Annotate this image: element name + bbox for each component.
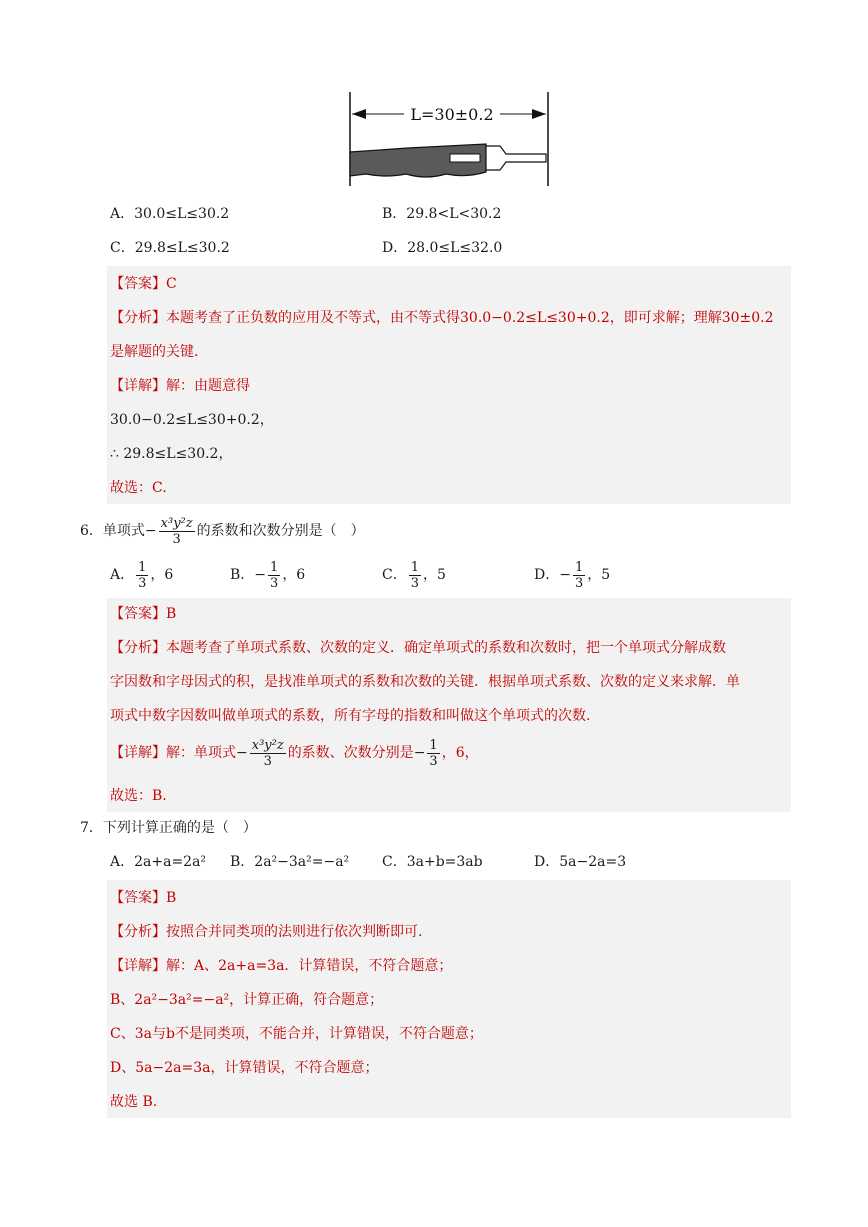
detail-denominator: 3: [263, 753, 272, 769]
detail-minus: −: [236, 745, 248, 761]
q6-option-a: [110, 556, 173, 594]
q5-answer-box: [107, 266, 791, 504]
q7-conclusion: 故选 B.: [110, 1094, 158, 1110]
q6-analysis-line-3: 项式中数字因数叫做单项式的系数，所有字母的指数和叫做这个单项式的次数.: [110, 708, 591, 724]
part-slot: [450, 154, 480, 162]
dimension-arrow-right: [532, 109, 546, 119]
analysis-text: 按照合并同类项的法则进行依次判断即可.: [166, 924, 423, 940]
dimension-arrow-left: [352, 109, 366, 119]
option-numerator: 1: [138, 559, 147, 575]
option-fraction: [573, 560, 585, 591]
q7-detail-line-2: B、2a²−3a²=−a²，计算正确，符合题意；: [110, 992, 384, 1008]
option-rest: ，5: [587, 567, 611, 583]
detail-fraction: [250, 738, 286, 769]
q6-conclusion: 故选：B.: [110, 788, 167, 804]
q6-analysis-line-2: 字因数和字母因式的积，是找准单项式的系数和次数的关键．根据单项式系数、次数的定义来求解．单: [110, 674, 740, 690]
q7-answer-line: [110, 886, 176, 910]
option-denominator: 3: [574, 575, 584, 591]
detail-label: 【详解】: [110, 745, 166, 761]
q7-analysis-line: [110, 920, 422, 944]
q5-option-d: D．28.0≤L≤32.0: [382, 240, 503, 256]
analysis-label: 【分析】: [110, 310, 166, 326]
q6-option-c: [382, 556, 446, 594]
detail-text: 解：由题意得: [166, 378, 250, 394]
option-letter: D．: [534, 567, 560, 583]
q6-option-d: [534, 556, 610, 594]
q6-stem-denominator: 3: [172, 531, 181, 547]
option-fraction: [409, 560, 421, 591]
answer-label: 【答案】: [110, 890, 166, 906]
q7-option-c: C．3a+b=3ab: [382, 854, 483, 870]
part-tip: [486, 146, 546, 170]
option-numerator: 1: [574, 559, 584, 575]
q5-conclusion: 故选：C.: [110, 480, 167, 496]
q5-analysis-line-1: [110, 306, 774, 330]
q6-stem-suffix: 的系数和次数分别是（ ）: [196, 523, 365, 539]
option-denominator: 3: [138, 575, 147, 591]
q6-stem-minus: −: [144, 523, 157, 539]
analysis-text: 本题考查了正负数的应用及不等式，由不等式得30.0−0.2≤L≤30+0.2，即可求解；理解30±0.2: [166, 310, 774, 326]
q6-option-b: [230, 556, 305, 594]
option-rest: ，6: [282, 567, 306, 583]
option-letter: C．: [382, 567, 407, 583]
q6-stem: [80, 512, 365, 550]
answer-value: C: [166, 276, 177, 292]
q5-answer-line: [110, 272, 177, 296]
detail-label: 【详解】: [110, 378, 166, 394]
option-fraction: [136, 560, 148, 591]
option-fraction: [268, 560, 280, 591]
answer-value: B: [166, 890, 177, 906]
option-numerator: 1: [410, 559, 419, 575]
detail-mid: 的系数、次数分别是: [287, 745, 414, 761]
q7-stem: 7．下列计算正确的是（ ）: [80, 820, 257, 836]
analysis-text: 本题考查了单项式系数、次数的定义．确定单项式的系数和次数时，把一个单项式分解成数: [166, 640, 726, 656]
q5-option-b: B．29.8<L<30.2: [382, 206, 502, 222]
option-numerator: 1: [270, 559, 279, 575]
option-letter: B．: [230, 567, 255, 583]
analysis-label: 【分析】: [110, 640, 166, 656]
q7-option-a: A．2a+a=2a²: [110, 854, 207, 870]
q5-detail-line-2: 30.0−0.2≤L≤30+0.2，: [110, 412, 274, 428]
answer-label: 【答案】: [110, 276, 166, 292]
detail-coef-minus: −: [413, 745, 426, 761]
q7-answer-box: [107, 880, 791, 1118]
q5-detail-line-3: ∴ 29.8≤L≤30.2，: [110, 446, 233, 462]
q6-stem-prefix: 6．单项式: [80, 523, 145, 539]
detail-numerator: x³y²z: [251, 737, 284, 753]
q6-analysis-line-1: [110, 636, 726, 660]
q7-detail-line-3: C、3a与b不是同类项，不能合并，计算错误，不符合题意；: [110, 1026, 483, 1042]
q7-detail-line-1: [110, 954, 452, 978]
option-denominator: 3: [270, 575, 279, 591]
detail-coef-numerator: 1: [429, 737, 438, 753]
q7-option-d: D．5a−2a=3: [534, 854, 627, 870]
option-rest: ，5: [423, 567, 446, 583]
option-denominator: 3: [410, 575, 419, 591]
answer-label: 【答案】: [110, 606, 166, 622]
analysis-label: 【分析】: [110, 924, 166, 940]
option-rest: ，6: [150, 567, 174, 583]
detail-text: 解：A、2a+a=3a．计算错误，不符合题意；: [166, 958, 453, 974]
measurement-figure: [346, 92, 552, 188]
q6-stem-numerator: x³y²z: [160, 515, 193, 531]
q7-detail-line-4: D、5a−2a=3a，计算错误，不符合题意；: [110, 1060, 379, 1076]
detail-coef-fraction: [427, 738, 439, 769]
detail-prefix: 解：单项式: [166, 745, 236, 761]
dimension-label: L=30±0.2: [410, 105, 494, 124]
detail-coef-denominator: 3: [429, 753, 438, 769]
detail-label: 【详解】: [110, 958, 166, 974]
q5-detail-line-1: [110, 374, 250, 398]
q7-option-b: B．2a²−3a²=−a²: [230, 854, 350, 870]
detail-suffix: ，6，: [441, 745, 479, 761]
q5-option-a: A．30.0≤L≤30.2: [110, 206, 230, 222]
q5-option-c: C．29.8≤L≤30.2: [110, 240, 230, 256]
option-sign: −: [254, 567, 267, 583]
q6-answer-line: [110, 602, 176, 626]
option-sign: −: [559, 567, 571, 583]
q6-detail-line: [110, 734, 479, 772]
option-letter: A．: [110, 567, 135, 583]
q5-analysis-line-2: 是解题的关键.: [110, 344, 199, 360]
q6-answer-box: [107, 598, 791, 812]
q6-stem-fraction: [159, 516, 195, 547]
answer-value: B: [166, 606, 177, 622]
